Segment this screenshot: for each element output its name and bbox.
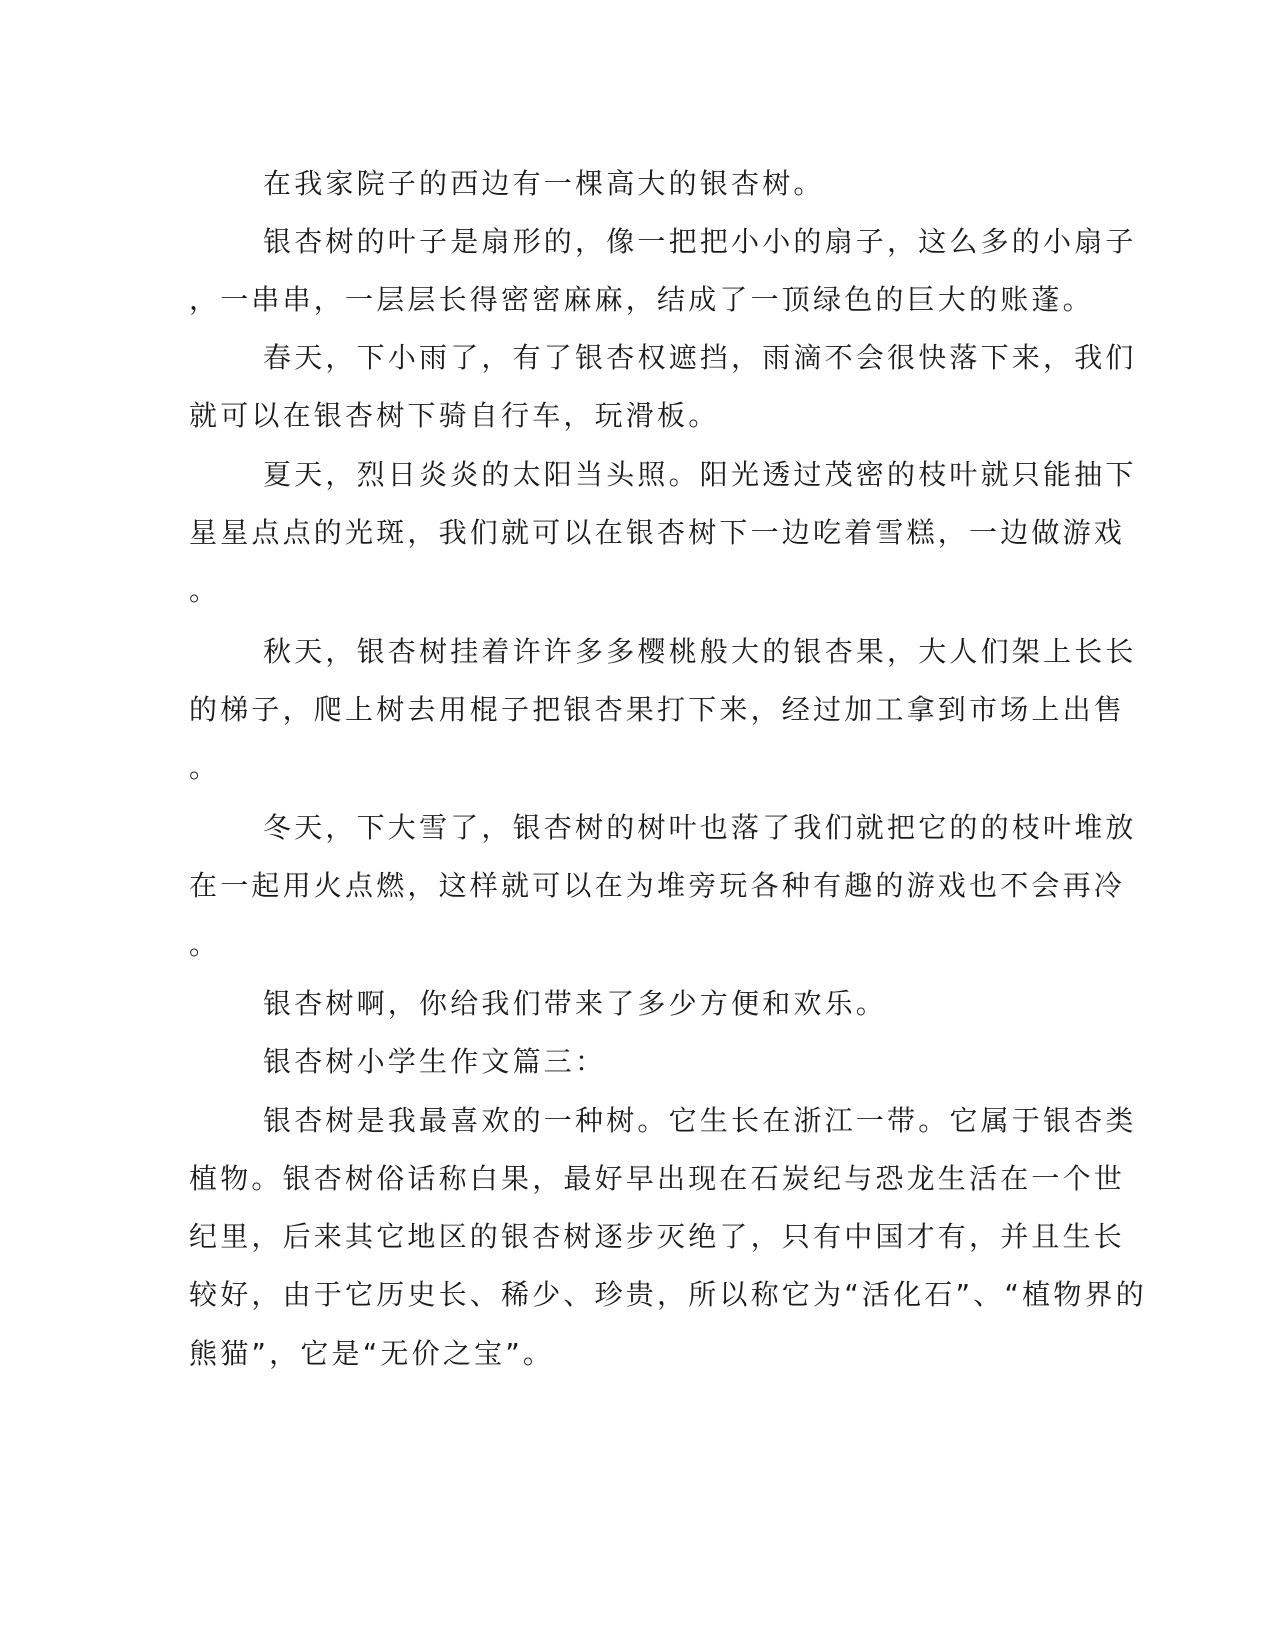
text-line: 较好，由于它历史长、稀少、珍贵，所以称它为“活化石”、“植物界的 (189, 1278, 1147, 1311)
text-line: 就可以在银杏树下骑自行车，玩滑板。 (189, 399, 720, 432)
text-line: 银杏树是我最喜欢的一种树。它生长在浙江一带。它属于银杏类 (263, 1104, 1137, 1137)
text-line: 在一起用火点燃，这样就可以在为堆旁玩各种有趣的游戏也不会再冷 (189, 869, 1126, 902)
text-line: 纪里，后来其它地区的银杏树逐步灭绝了，只有中国才有，并且生长 (189, 1220, 1126, 1253)
text-line: 在我家院子的西边有一棵高大的银杏树。 (263, 167, 825, 200)
text-line: 熊猫”，它是“无价之宝”。 (189, 1337, 555, 1370)
text-line: 秋天，银杏树挂着许许多多樱桃般大的银杏果，大人们架上长长 (263, 635, 1137, 668)
text-line: 夏天，烈日炎炎的太阳当头照。阳光透过茂密的枝叶就只能抽下 (263, 458, 1137, 491)
text-line: 冬天，下大雪了，银杏树的树叶也落了我们就把它的的枝叶堆放 (263, 811, 1137, 844)
text-line: 银杏树小学生作文篇三： (263, 1045, 607, 1078)
text-line: 。 (189, 574, 221, 607)
text-line: 银杏树啊，你给我们带来了多少方便和欢乐。 (263, 987, 888, 1020)
text-line: 。 (189, 928, 221, 961)
text-line: 植物。银杏树俗话称白果，最好早出现在石炭纪与恐龙生活在一个世 (189, 1162, 1126, 1195)
text-line: 银杏树的叶子是扇形的，像一把把小小的扇子，这么多的小扇子 (263, 225, 1137, 258)
text-line: 的梯子，爬上树去用棍子把银杏果打下来，经过加工拿到市场上出售 (189, 693, 1126, 726)
text-line: 春天，下小雨了，有了银杏权遮挡，雨滴不会很快落下来，我们 (263, 341, 1137, 374)
text-line: ，一串串，一层层长得密密麻麻，结成了一顶绿色的巨大的账蓬。 (189, 283, 1094, 316)
text-line: 星星点点的光斑，我们就可以在银杏树下一边吃着雪糕，一边做游戏 (189, 516, 1126, 549)
text-line: 。 (189, 751, 221, 784)
